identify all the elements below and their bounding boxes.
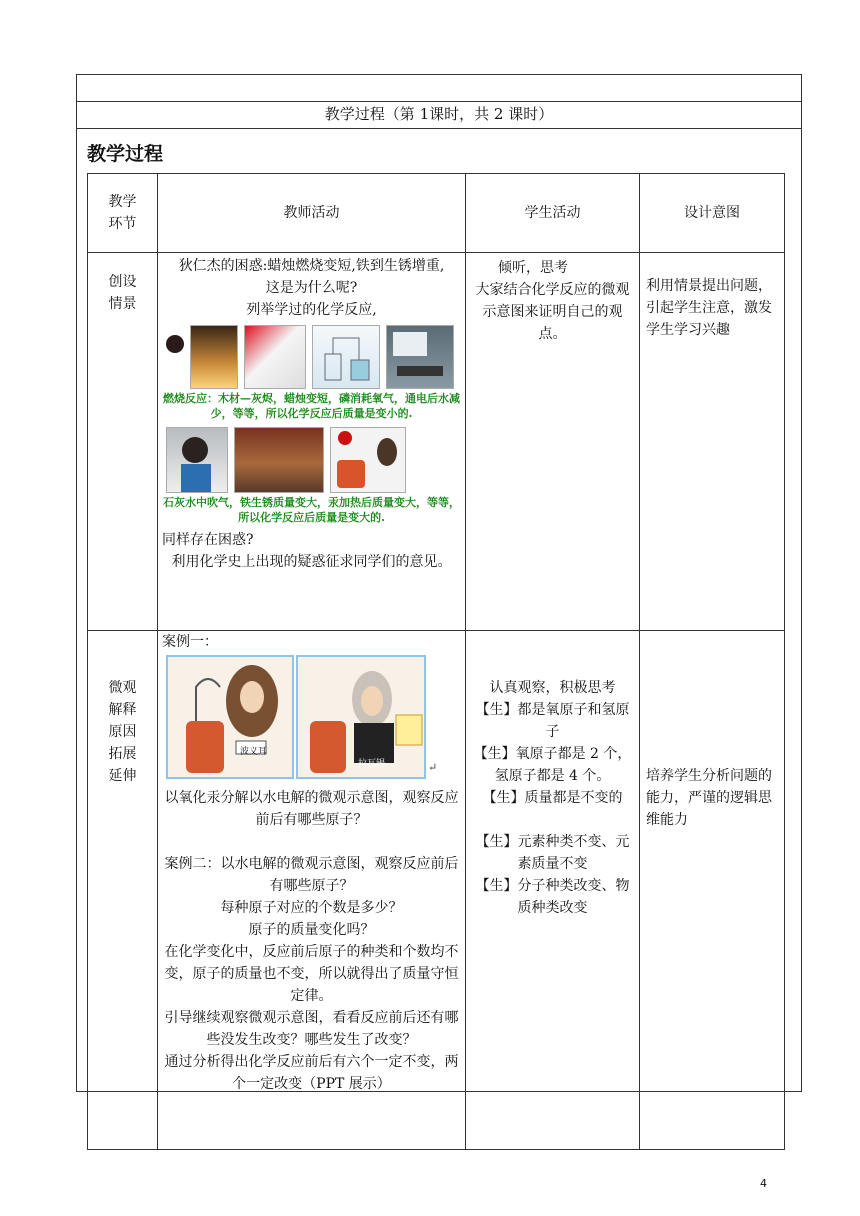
lesson-frame — [76, 74, 802, 1092]
table-header-row — [88, 174, 785, 253]
student-line: 认真观察，积极思考 — [489, 680, 616, 696]
empty-row — [77, 75, 801, 102]
mass-gain-caption: 石灰水中吹气，铁生锈质量变大，汞加热后质量变大，等等，所以化学反应后质量是变大的. — [163, 496, 460, 524]
student-line: 【生】元素种类不变、元素质量不变 — [475, 834, 630, 872]
student-cell — [466, 253, 640, 631]
student-line: 倾听，思考 — [498, 260, 568, 276]
teacher-line: 通过分析得出化学反应前后有六个一定不变，两个一定改变（PPT 展示） — [164, 1054, 459, 1092]
rusted-carriage-photo — [234, 427, 324, 493]
boyle-label: 波义耳 — [240, 747, 268, 757]
teacher-line: 列举学过的化学反应, — [246, 302, 377, 318]
section-heading: 教学过程 — [87, 143, 164, 165]
teacher-line: 在化学变化中，反应前后原子的种类和个数均不变，原子的质量也不变，所以就得出了质量守恒定律。 — [164, 944, 459, 1004]
mercury-heating-photo — [330, 427, 406, 493]
boyle-illustration — [168, 657, 292, 777]
paper-burn-photo — [244, 325, 306, 389]
apparatus-icon — [313, 326, 379, 388]
spacer — [162, 831, 461, 853]
heater-icon — [331, 428, 405, 492]
case1-label: 案例一： — [162, 634, 218, 650]
teacher-cell — [158, 253, 466, 631]
page-number: 4 — [760, 1177, 767, 1190]
spacer — [472, 809, 633, 831]
teacher-line: 每种原子对应的个数是多少？ — [220, 900, 403, 916]
teacher-line: 利用化学史上出现的疑惑征求同学们的意见。 — [171, 554, 452, 570]
header-stage: 教学环节 — [88, 174, 158, 253]
boy-icon — [167, 428, 227, 492]
teacher-line: 同样存在困惑? — [162, 532, 254, 548]
stage-cell: 创设情景 — [88, 253, 158, 631]
table-row — [88, 253, 785, 631]
lavoisier-label: 拉瓦锡 — [358, 759, 386, 769]
teacher-line: 引导继续观察微观示意图，看看反应前后还有哪些没发生改变？哪些发生了改变？ — [164, 1010, 459, 1048]
teacher-line: 狄仁杰的困惑:蜡烛燃烧变短,铁到生锈增重, — [178, 258, 445, 274]
teacher-line: 原子的质量变化吗？ — [248, 922, 375, 938]
reaction-photos-bottom — [166, 427, 461, 493]
design-cell: 利用情景提出问题，引起学生注意，激发学生学习兴趣 — [640, 253, 785, 631]
classroom-photo — [386, 325, 454, 389]
student-line: 【生】分子种类改变、物质种类改变 — [475, 878, 630, 916]
teacher-line: 以氧化汞分解以水电解的微观示意图，观察反应前后有哪些原子？ — [164, 790, 459, 828]
lavoisier-image — [296, 655, 426, 779]
process-table — [87, 173, 785, 1150]
apparatus-photo — [312, 325, 380, 389]
student-line: 【生】都是氧原子和氢原子 — [475, 702, 630, 740]
stage-cell: 微观解释原因拓展延伸 — [88, 631, 158, 1150]
candle-jar-photo — [190, 325, 238, 389]
screen-icon — [387, 326, 453, 388]
return-mark-icon: ↵ — [428, 761, 438, 774]
header-design: 设计意图 — [640, 174, 785, 253]
design-cell: 培养学生分析问题的能力，严谨的逻辑思维能力 — [640, 631, 785, 1150]
student-line: 【生】氧原子都是 2 个，氢原子都是 4 个。 — [473, 746, 632, 784]
reaction-photos-top — [166, 325, 461, 389]
case-images — [166, 655, 461, 779]
header-teacher: 教师活动 — [158, 174, 466, 253]
boyle-image — [166, 655, 294, 779]
flower-thumb — [166, 335, 184, 353]
boy-blowing-photo — [166, 427, 228, 493]
student-cell — [466, 631, 640, 1150]
teacher-line: 这是为什么呢? — [265, 280, 358, 296]
lesson-title: 教学过程（第 1课时，共 2 课时） — [77, 101, 801, 129]
combustion-caption: 燃烧反应：木材—灰烬，蜡烛变短，磷消耗氧气，通电后水减少，等等，所以化学反应后质量是变小的. — [163, 392, 460, 420]
header-student: 学生活动 — [466, 174, 640, 253]
student-line: 大家结合化学反应的微观示意图来证明自己的观点。 — [475, 282, 630, 342]
student-line: 【生】质量都是不变的 — [482, 790, 623, 806]
teacher-line: 案例二：以水电解的微观示意图，观察反应前后有哪些原子？ — [164, 856, 459, 894]
teacher-cell — [158, 631, 466, 1150]
table-row — [88, 631, 785, 1150]
